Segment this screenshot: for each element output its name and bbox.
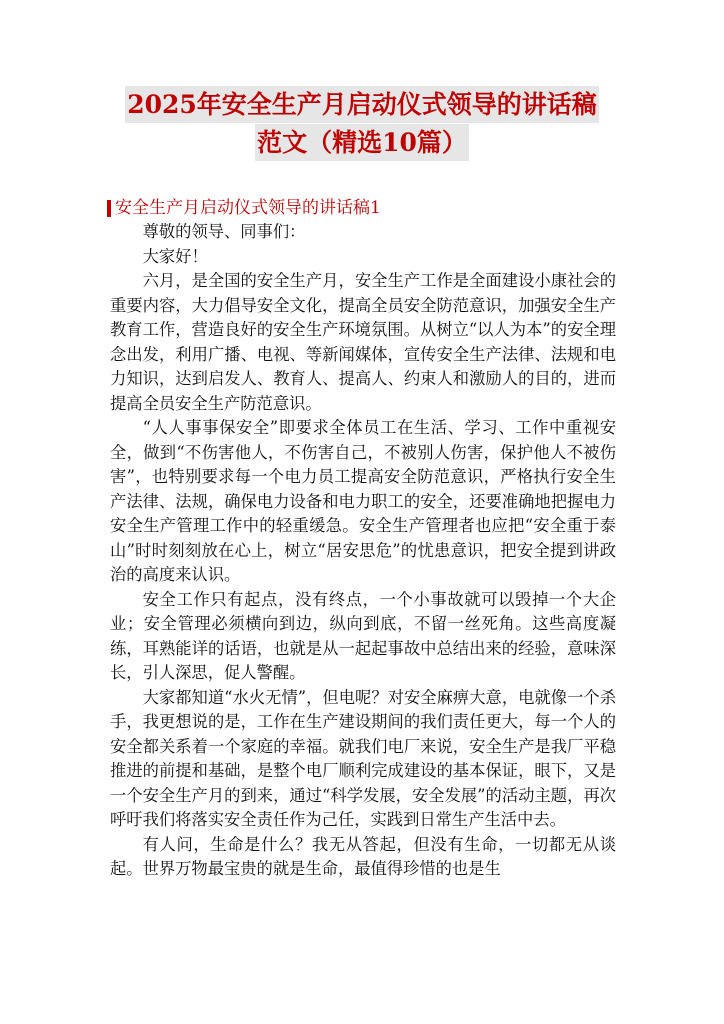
title-line-2: 范文（精选10篇） [255,124,469,161]
title-line-1: 2025年安全生产月启动仪式领导的讲话稿 [125,86,599,123]
heading-marker-bar [107,200,111,217]
document-title [0,86,724,162]
paragraph-greeting: 大家好！ [142,246,208,266]
paragraph-3: 安全工作只有起点，没有终点，一个小事故就可以毁掉一个大企业；安全管理必须横向到边，纵向到底，不留一丝死角。这些高度凝练，耳熟能详的话语，也就是从一起起事故中总结出来的经验，意味深长，引人深思，促人警醒。 [110,589,616,682]
body-text [110,220,616,882]
section-heading [107,196,627,220]
paragraph-2: “人人事事保安全”即要求全体员工在生活、学习、工作中重视安全，做到“不伤害他人，不伤害自己，不被别人伤害，保护他人不被伤害”，也特别要求每一个电力员工提高安全防范意识，严格执行安全生产法律、法规，确保电力设备和电力职工的安全，还要准确地把握电力安全生产管理工作中的轻重缓急。安全生产管理者也应把“安全重于泰山”时时刻刻放在心上，树立“居安思危”的忧患意识，把安全提到讲政治的高度来认识。 [110,418,616,584]
paragraph-1: 六月，是全国的安全生产月，安全生产工作是全面建设小康社会的重要内容，大力倡导安全文化，提高全员安全防范意识，加强安全生产教育工作，营造良好的安全生产环境氛围。从树立“以人为本”的安全理念出发，利用广播、电视、等新闻媒体，宣传安全生产法律、法规和电力知识，达到启发人、教育人、提高人、约束人和激励人的目的，进而提高全员安全生产防范意识。 [110,271,616,413]
paragraph-4: 大家都知道“水火无情”，但电呢？对安全麻痹大意，电就像一个杀手，我更想说的是，工作在生产建设期间的我们责任更大，每一个人的安全都关系着一个家庭的幸福。就我们电厂来说，安全生产是我厂平稳推进的前提和基础，是整个电厂顺利完成建设的基本保证，眼下，又是一个安全生产月的到来，通过“科学发展，安全发展”的活动主题，再次呼吁我们将落实安全责任作为己任，实践到日常生产生活中去。 [110,687,616,829]
paragraph-5: 有人问，生命是什么？我无从答起，但没有生命，一切都无从谈起。世界万物最宝贵的就是生命，最值得珍惜的也是生 [110,834,616,878]
paragraph-salutation: 尊敬的领导、同事们： [142,222,306,241]
section-heading-text: 安全生产月启动仪式领导的讲话稿1 [115,198,381,218]
